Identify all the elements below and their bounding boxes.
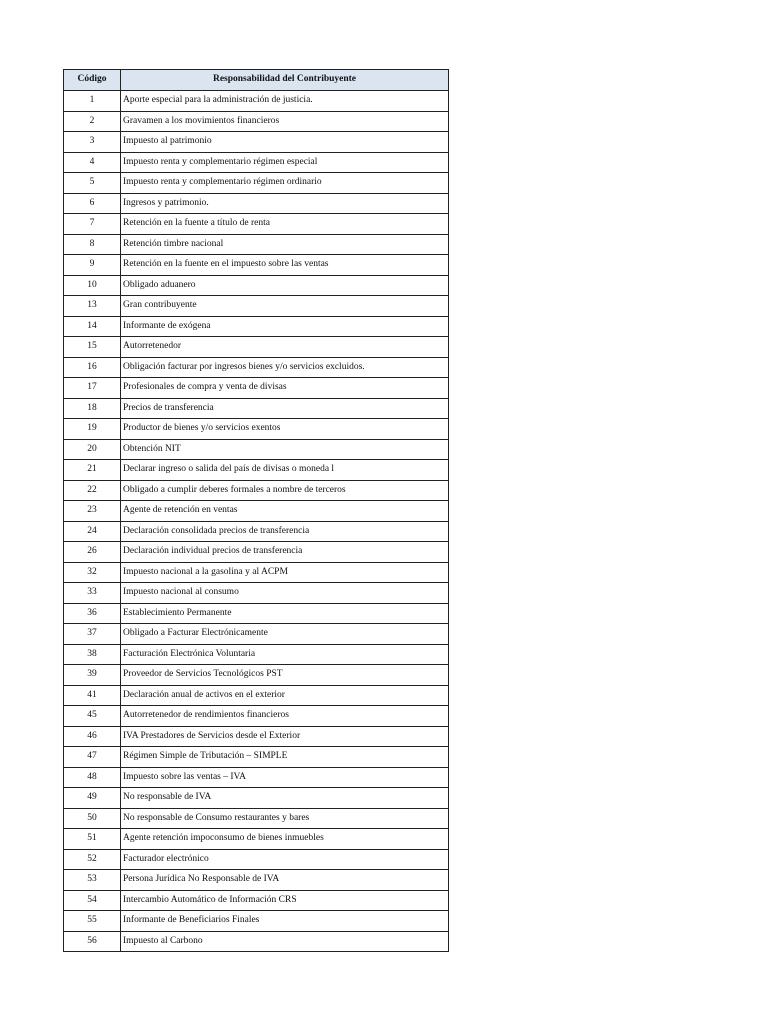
row-responsibility: Autorretenedor de rendimientos financieros [121,706,449,727]
table-header [64,70,449,91]
row-code: 51 [64,829,121,850]
row-code: 3 [64,132,121,153]
table-row [64,255,449,276]
row-code: 8 [64,234,121,255]
row-code: 45 [64,706,121,727]
row-responsibility: Facturación Electrónica Voluntaria [121,644,449,665]
table-row [64,562,449,583]
row-code: 37 [64,624,121,645]
table-row [64,829,449,850]
row-responsibility: Productor de bienes y/o servicios exentos [121,419,449,440]
row-responsibility: Declaración anual de activos en el exterior [121,685,449,706]
row-code: 53 [64,870,121,891]
table-row [64,173,449,194]
table-row [64,767,449,788]
row-responsibility: Obtención NIT [121,439,449,460]
row-code: 9 [64,255,121,276]
row-responsibility: Impuesto nacional al consumo [121,583,449,604]
row-responsibility: Persona Jurídica No Responsable de IVA [121,870,449,891]
table-row [64,583,449,604]
table-row [64,931,449,952]
row-code: 15 [64,337,121,358]
row-responsibility: Gran contribuyente [121,296,449,317]
table-row [64,275,449,296]
table-row [64,111,449,132]
table-row [64,624,449,645]
header-code: Código [64,70,121,91]
row-code: 52 [64,849,121,870]
table-row [64,378,449,399]
row-responsibility: Informante de exógena [121,316,449,337]
row-code: 38 [64,644,121,665]
row-responsibility: Facturador electrónico [121,849,449,870]
row-responsibility: Declarar ingreso o salida del país de divisas o moneda l [121,460,449,481]
table-row [64,706,449,727]
table-row [64,644,449,665]
table-row [64,788,449,809]
row-code: 17 [64,378,121,399]
row-responsibility: Aporte especial para la administración de justicia. [121,91,449,112]
row-code: 49 [64,788,121,809]
table-row [64,316,449,337]
header-responsibility: Responsabilidad del Contribuyente [121,70,449,91]
table-row [64,296,449,317]
row-code: 22 [64,480,121,501]
row-responsibility: IVA Prestadores de Servicios desde el Exterior [121,726,449,747]
row-code: 23 [64,501,121,522]
table-row [64,685,449,706]
row-responsibility: Agente retención impoconsumo de bienes inmuebles [121,829,449,850]
row-code: 10 [64,275,121,296]
table-row [64,603,449,624]
row-responsibility: No responsable de Consumo restaurantes y bares [121,808,449,829]
table-row [64,132,449,153]
responsibility-table [63,69,449,952]
row-code: 18 [64,398,121,419]
row-responsibility: Retención en la fuente a título de renta [121,214,449,235]
row-code: 48 [64,767,121,788]
row-code: 1 [64,91,121,112]
row-responsibility: Régimen Simple de Tributación – SIMPLE [121,747,449,768]
row-code: 16 [64,357,121,378]
table-row [64,726,449,747]
row-responsibility: No responsable de IVA [121,788,449,809]
row-responsibility: Ingresos y patrimonio. [121,193,449,214]
row-responsibility: Impuesto renta y complementario régimen especial [121,152,449,173]
row-responsibility: Precios de transferencia [121,398,449,419]
row-code: 21 [64,460,121,481]
table-row [64,521,449,542]
row-code: 13 [64,296,121,317]
row-code: 54 [64,890,121,911]
row-code: 5 [64,173,121,194]
row-code: 46 [64,726,121,747]
row-responsibility: Proveedor de Servicios Tecnológicos PST [121,665,449,686]
row-code: 7 [64,214,121,235]
table-row [64,911,449,932]
table-row [64,542,449,563]
row-responsibility: Retención timbre nacional [121,234,449,255]
row-responsibility: Autorretenedor [121,337,449,358]
table-row [64,337,449,358]
row-code: 19 [64,419,121,440]
row-code: 2 [64,111,121,132]
table-row [64,419,449,440]
table-row [64,501,449,522]
row-responsibility: Intercambio Automático de Información CRS [121,890,449,911]
row-responsibility: Agente de retención en ventas [121,501,449,522]
table-row [64,193,449,214]
row-code: 4 [64,152,121,173]
table-row [64,439,449,460]
row-responsibility: Informante de Beneficiarios Finales [121,911,449,932]
row-responsibility: Gravamen a los movimientos financieros [121,111,449,132]
table-row [64,849,449,870]
row-responsibility: Retención en la fuente en el impuesto sobre las ventas [121,255,449,276]
row-code: 20 [64,439,121,460]
row-code: 6 [64,193,121,214]
row-code: 36 [64,603,121,624]
row-code: 39 [64,665,121,686]
table-row [64,665,449,686]
row-responsibility: Establecimiento Permanente [121,603,449,624]
table-row [64,398,449,419]
row-code: 24 [64,521,121,542]
table-row [64,870,449,891]
table-body [64,91,449,952]
table-row [64,480,449,501]
row-responsibility: Obligado aduanero [121,275,449,296]
row-code: 47 [64,747,121,768]
row-responsibility: Profesionales de compra y venta de divisas [121,378,449,399]
row-responsibility: Declaración individual precios de transferencia [121,542,449,563]
row-responsibility: Obligado a cumplir deberes formales a nombre de terceros [121,480,449,501]
table-row [64,234,449,255]
row-code: 56 [64,931,121,952]
row-responsibility: Impuesto nacional a la gasolina y al ACPM [121,562,449,583]
table-row [64,890,449,911]
row-responsibility: Impuesto al Carbono [121,931,449,952]
table-row [64,460,449,481]
row-code: 55 [64,911,121,932]
row-responsibility: Impuesto al patrimonio [121,132,449,153]
table-row [64,152,449,173]
table-row [64,808,449,829]
row-responsibility: Declaración consolidada precios de transferencia [121,521,449,542]
row-code: 41 [64,685,121,706]
row-responsibility: Obligación facturar por ingresos bienes y/o servicios excluidos. [121,357,449,378]
row-code: 14 [64,316,121,337]
table-row [64,747,449,768]
row-responsibility: Obligado a Facturar Electrónicamente [121,624,449,645]
table-row [64,91,449,112]
row-code: 33 [64,583,121,604]
row-code: 26 [64,542,121,563]
row-code: 32 [64,562,121,583]
row-responsibility: Impuesto renta y complementario régimen ordinario [121,173,449,194]
row-responsibility: Impuesto sobre las ventas – IVA [121,767,449,788]
row-code: 50 [64,808,121,829]
table-row [64,357,449,378]
table-row [64,214,449,235]
header-row [64,70,449,91]
